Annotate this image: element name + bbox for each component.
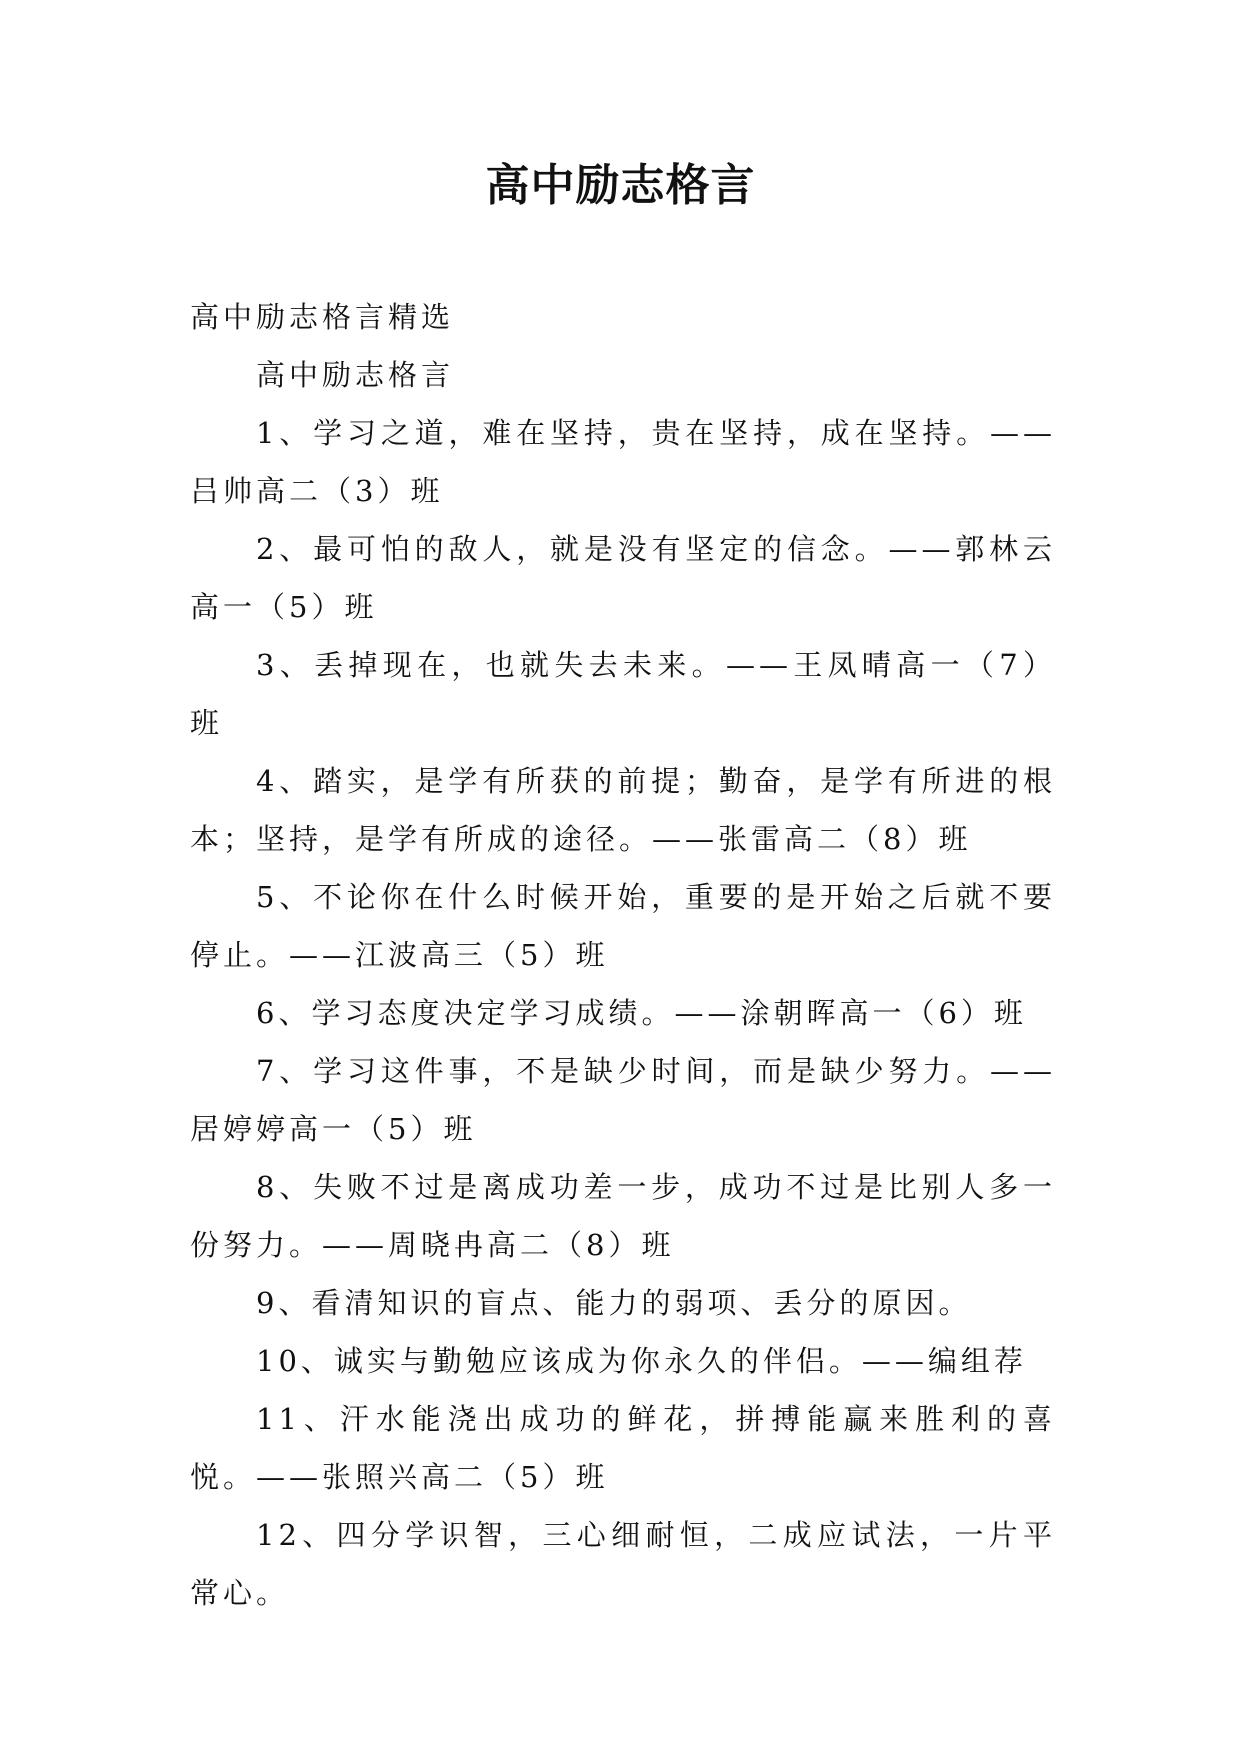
quote-4: 4、踏实，是学有所获的前提；勤奋，是学有所进的根本；坚持，是学有所成的途径。——张雷高二（8）班 bbox=[190, 764, 1056, 856]
section-heading: 高中励志格言 bbox=[256, 358, 455, 392]
subtitle: 高中励志格言精选 bbox=[190, 300, 455, 334]
document-title: 高中励志格言 bbox=[485, 160, 756, 211]
quote-6: 6、学习态度决定学习成绩。——涂朝晖高一（6）班 bbox=[256, 996, 1027, 1030]
quote-12: 12、四分学识智，三心细耐恒，二成应试法，一片平常心。 bbox=[190, 1518, 1056, 1610]
quote-8: 8、失败不过是离成功差一步，成功不过是比别人多一份努力。——周晓冉高二（8）班 bbox=[190, 1170, 1056, 1262]
quote-2: 2、最可怕的敌人，就是没有坚定的信念。——郭林云高一（5）班 bbox=[190, 532, 1056, 624]
quote-3: 3、丢掉现在，也就失去未来。——王凤晴高一（7）班 bbox=[190, 648, 1056, 740]
document-body bbox=[190, 288, 1056, 1622]
quote-7: 7、学习这件事，不是缺少时间，而是缺少努力。——居婷婷高一（5）班 bbox=[190, 1054, 1056, 1146]
quote-10: 10、诚实与勤勉应该成为你永久的伴侣。——编组荐 bbox=[256, 1344, 1027, 1378]
quote-5: 5、不论你在什么时候开始，重要的是开始之后就不要停止。——江波高三（5）班 bbox=[190, 880, 1056, 972]
quote-11: 11、汗水能浇出成功的鲜花，拼搏能赢来胜利的喜悦。——张照兴高二（5）班 bbox=[190, 1402, 1056, 1494]
quote-1: 1、学习之道，难在坚持，贵在坚持，成在坚持。——吕帅高二（3）班 bbox=[190, 416, 1056, 508]
quote-9: 9、看清知识的盲点、能力的弱项、丢分的原因。 bbox=[256, 1286, 972, 1320]
